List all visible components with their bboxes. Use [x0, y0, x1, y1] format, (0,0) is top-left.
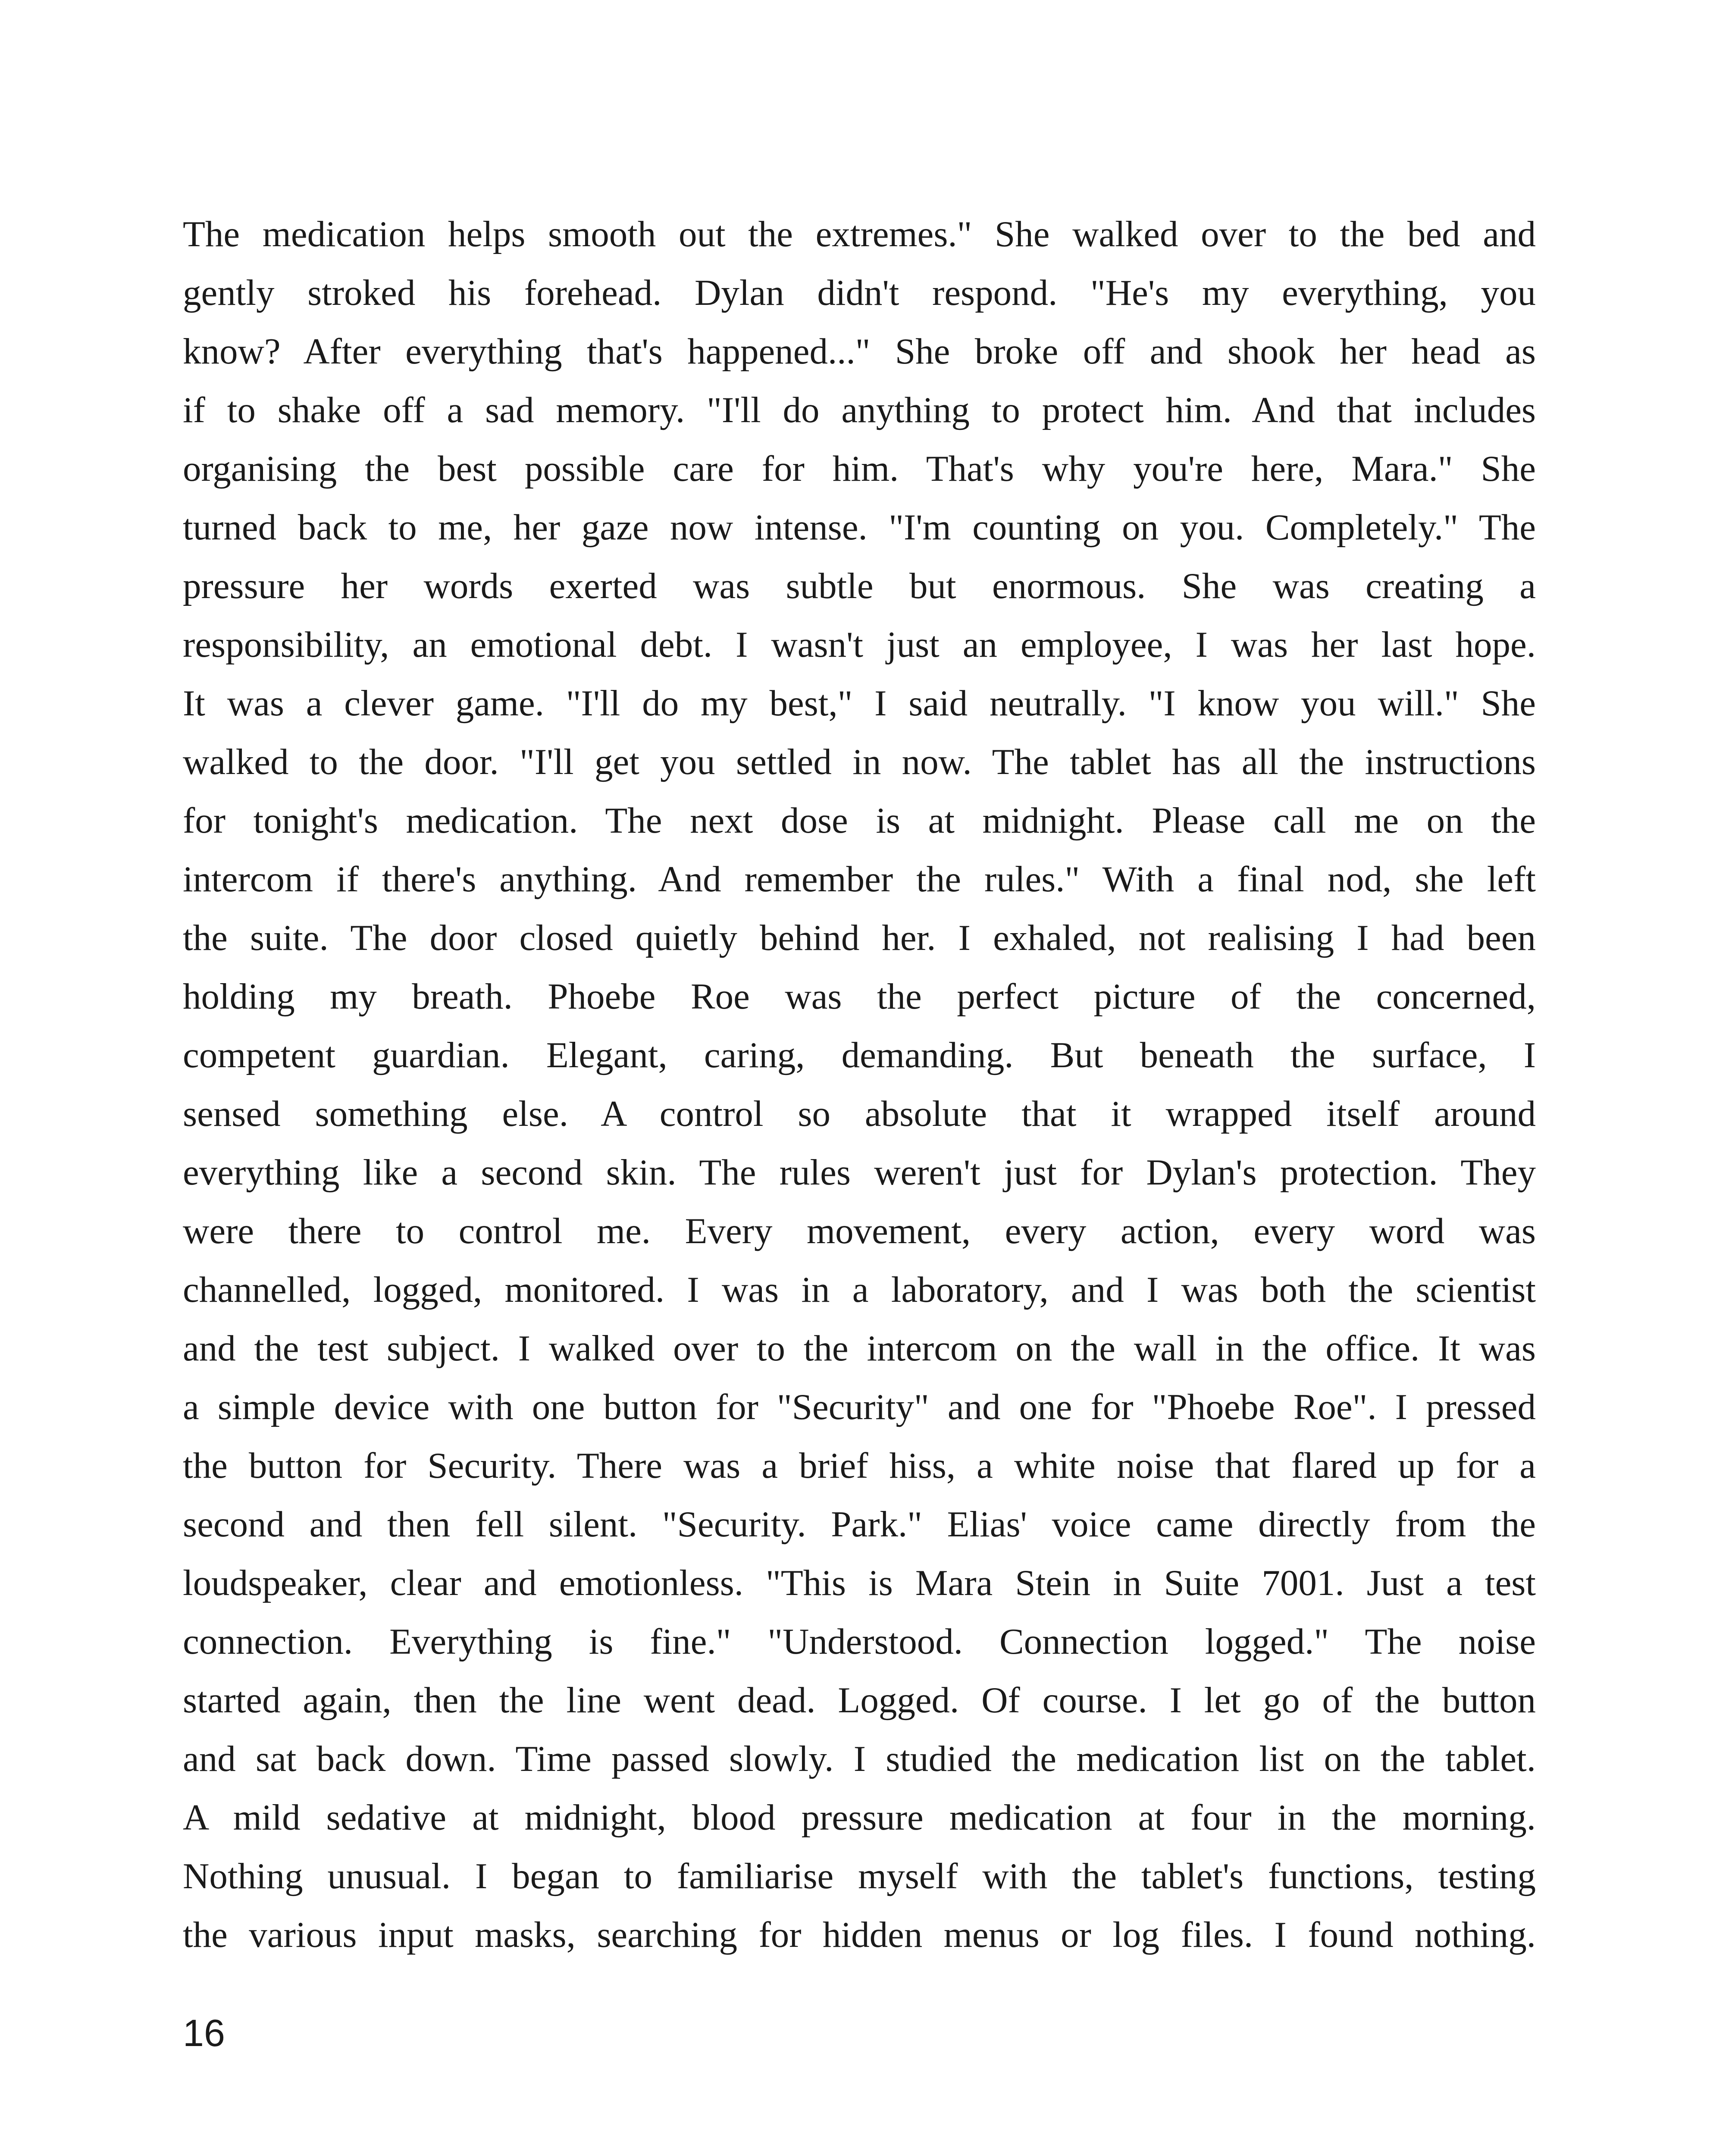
text-line: a simple device with one button for "Security" and one for "Phoebe Roe". I pressed	[183, 1387, 1536, 1427]
text-line: Nothing unusual. I began to familiarise myself with the tablet's functions, testing	[183, 1856, 1536, 1896]
text-line: the suite. The door closed quietly behind her. I exhaled, not realising I had been	[183, 918, 1536, 958]
text-line: organising the best possible care for him. That's why you're here, Mara." She	[183, 448, 1536, 489]
text-line: It was a clever game. "I'll do my best," I said neutrally. "I know you will." She	[183, 683, 1536, 724]
text-line: gently stroked his forehead. Dylan didn't respond. "He's my everything, you	[183, 273, 1536, 313]
text-line: sensed something else. A control so absolute that it wrapped itself around	[183, 1094, 1536, 1134]
text-line: pressure her words exerted was subtle but enormous. She was creating a	[183, 566, 1536, 606]
body-text	[183, 205, 1536, 1964]
text-line: and sat back down. Time passed slowly. I studied the medication list on the tablet.	[183, 1739, 1536, 1779]
text-line: holding my breath. Phoebe Roe was the perfect picture of the concerned,	[183, 976, 1536, 1017]
text-line: A mild sedative at midnight, blood pressure medication at four in the morning.	[183, 1797, 1536, 1838]
text-line: responsibility, an emotional debt. I wasn't just an employee, I was her last hope.	[183, 624, 1536, 665]
text-line: connection. Everything is fine." "Understood. Connection logged." The noise	[183, 1621, 1536, 1662]
text-line: The medication helps smooth out the extremes." She walked over to the bed and	[183, 214, 1536, 254]
text-line: the button for Security. There was a brief hiss, a white noise that flared up for a	[183, 1445, 1536, 1486]
text-line: know? After everything that's happened..." She broke off and shook her head as	[183, 331, 1536, 372]
text-line: and the test subject. I walked over to the intercom on the wall in the office. It was	[183, 1328, 1536, 1369]
text-line: if to shake off a sad memory. "I'll do anything to protect him. And that includes	[183, 390, 1536, 430]
text-line: loudspeaker, clear and emotionless. "This is Mara Stein in Suite 7001. Just a test	[183, 1563, 1536, 1603]
text-line: for tonight's medication. The next dose is at midnight. Please call me on the	[183, 800, 1536, 841]
text-line: were there to control me. Every movement, every action, every word was	[183, 1211, 1536, 1251]
text-line: started again, then the line went dead. Logged. Of course. I let go of the button	[183, 1680, 1536, 1720]
text-line: intercom if there's anything. And remember the rules." With a final nod, she left	[183, 859, 1536, 899]
text-line: second and then fell silent. "Security. Park." Elias' voice came directly from the	[183, 1504, 1536, 1545]
page-number: 16	[183, 2012, 225, 2054]
text-line: competent guardian. Elegant, caring, demanding. But beneath the surface, I	[183, 1035, 1536, 1075]
text-line: everything like a second skin. The rules weren't just for Dylan's protection. They	[183, 1152, 1536, 1193]
text-line: walked to the door. "I'll get you settled in now. The tablet has all the instructions	[183, 742, 1536, 782]
text-line: turned back to me, her gaze now intense. "I'm counting on you. Completely." The	[183, 507, 1536, 548]
text-line: the various input masks, searching for hidden menus or log files. I found nothing.	[183, 1915, 1536, 1955]
text-line: channelled, logged, monitored. I was in a laboratory, and I was both the scientist	[183, 1269, 1536, 1310]
